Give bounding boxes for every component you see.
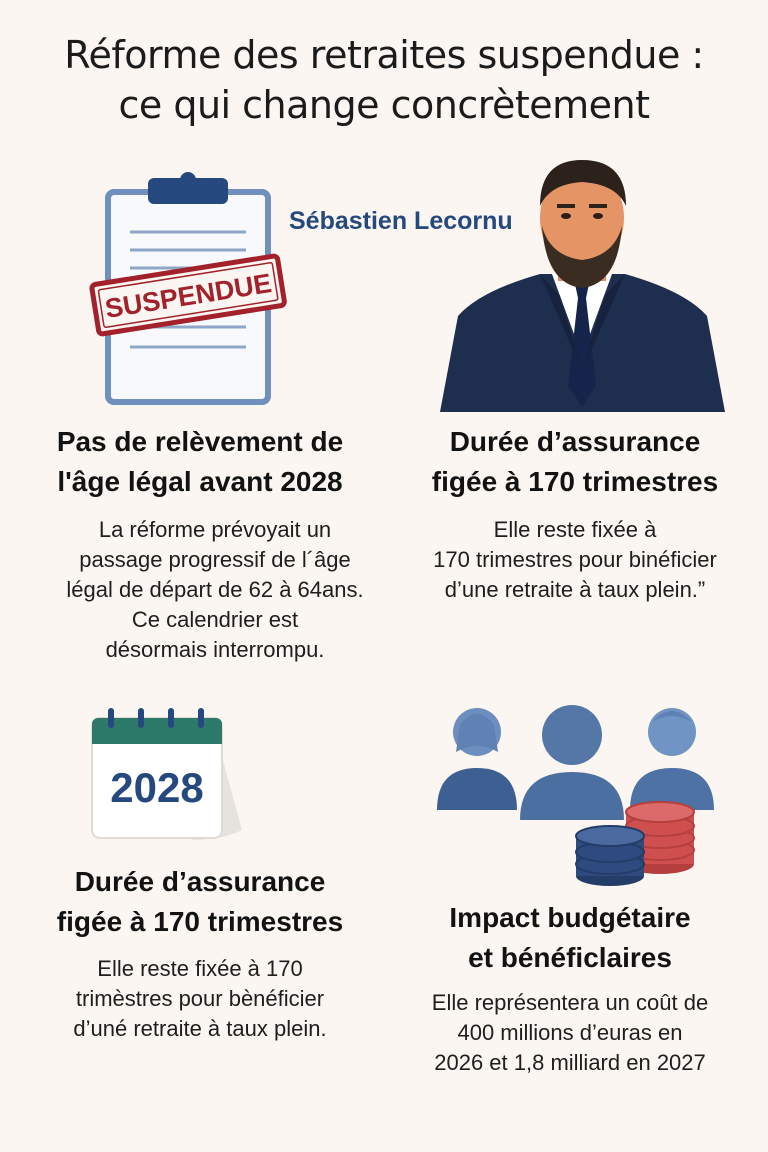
body-line: d’une retraite à taux plein.”: [444, 577, 706, 602]
body-line: Elle reste fixée à 170: [97, 956, 303, 981]
body-line: légal de départ de 62 à 64ans.: [66, 577, 364, 602]
section-2-heading: [400, 422, 750, 502]
body-line: désormais interrompu.: [105, 637, 325, 662]
body-line: 400 millions d’euras en: [457, 1020, 683, 1045]
heading-line: Durée d’assurance: [449, 426, 701, 457]
body-line: passage progressif de l´âge: [79, 547, 351, 572]
portrait-illustration: [440, 156, 725, 412]
heading-line: Pas de relèvement de: [56, 426, 344, 457]
people-coins-illustration: [432, 700, 732, 890]
body-line: trimèstres pour bènéficier: [75, 986, 325, 1011]
body-line: Elle reste fixée à: [493, 517, 657, 542]
heading-line: figée à 170 trimestres: [56, 906, 344, 937]
section-3-heading: [20, 862, 380, 942]
title-line-2: ce qui change concrètement: [118, 83, 650, 127]
heading-line: Durée d’assurance: [74, 866, 326, 897]
heading-line: et bénéficlaires: [468, 942, 672, 973]
calendar-year: 2028: [110, 764, 204, 811]
heading-line: figée à 170 trimestres: [431, 466, 719, 497]
heading-line: l'âge légal avant 2028: [57, 466, 343, 497]
body-line: 2026 et 1,8 milliard en 2027: [434, 1050, 706, 1075]
body-line: Ce calendrier est: [131, 607, 299, 632]
heading-line: Impact budgétaire: [449, 902, 691, 933]
section-1-body: [30, 515, 400, 665]
title-line-1: Réforme des retraites suspendue :: [64, 33, 704, 77]
section-1-heading: [30, 422, 370, 502]
calendar-icon: [82, 700, 252, 850]
section-4-heading: [390, 898, 750, 978]
portrait-label: Sébastien Lecornu: [289, 207, 513, 235]
body-line: Elle représentera un coût de: [431, 990, 709, 1015]
section-4-body: [390, 988, 750, 1078]
stamp-text: SUSPENDUE: [102, 268, 274, 324]
body-line: La réforme prévoyait un: [98, 517, 332, 542]
section-3-body: [20, 954, 380, 1044]
clipboard-icon: [88, 172, 288, 412]
body-line: 170 trimestres pour binéficier: [433, 547, 717, 572]
section-2-body: [400, 515, 750, 605]
page-title: [0, 30, 768, 130]
body-line: d’uné retraite à taux plein.: [73, 1016, 327, 1041]
